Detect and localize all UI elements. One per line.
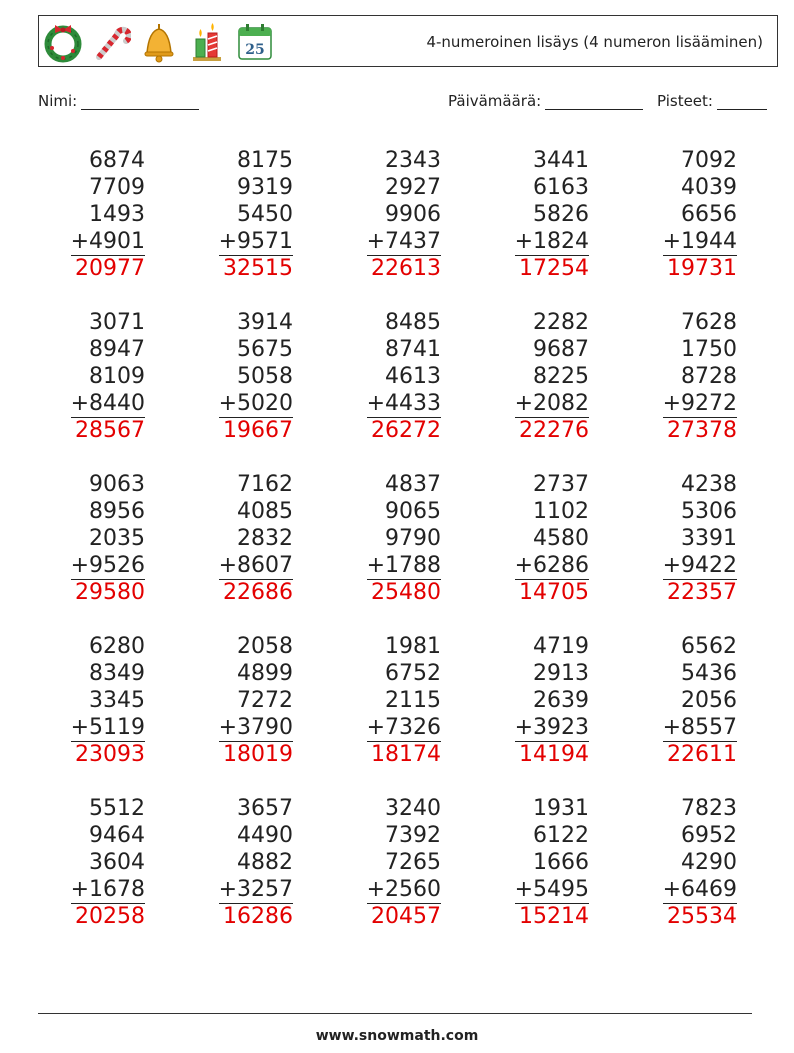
addend: +6469 [662,877,737,902]
addend: 2056 [681,688,737,713]
addend: 4290 [681,850,737,875]
problem-3-1 [35,471,145,606]
addend: 9687 [533,337,589,362]
addend: +9422 [662,553,737,578]
date-line[interactable] [545,94,643,110]
addend: 2058 [237,634,293,659]
footer-divider [38,1013,752,1014]
answer: 15214 [519,904,589,929]
problem-4-4 [479,633,589,768]
addend: 4837 [385,472,441,497]
problem-3-3 [331,471,441,606]
addend: 6874 [89,148,145,173]
answer: 18019 [223,742,293,767]
problem-2-5 [627,309,737,444]
header-box [38,15,778,67]
score-field [657,92,767,110]
addend: 5826 [533,202,589,227]
addend: 4238 [681,472,737,497]
addend: 9906 [385,202,441,227]
addend: 1750 [681,337,737,362]
problem-5-5 [627,795,737,930]
problem-2-2 [183,309,293,444]
addend: 2639 [533,688,589,713]
addend: 4882 [237,850,293,875]
addend: 3240 [385,796,441,821]
problem-1-5 [627,147,737,282]
candy-cane-icon [91,21,131,63]
date-label: Päivämäärä: [448,92,542,110]
problem-1-1 [35,147,145,282]
addend: +1788 [366,553,441,578]
problem-3-5 [627,471,737,606]
addend: 1666 [533,850,589,875]
addend: +3923 [514,715,589,740]
addend: +9526 [70,553,145,578]
problem-1-2 [183,147,293,282]
problem-1-4 [479,147,589,282]
addend: 2282 [533,310,589,335]
addend: 3604 [89,850,145,875]
addend: 7272 [237,688,293,713]
answer: 22357 [667,580,737,605]
addend: 6163 [533,175,589,200]
addend: 4899 [237,661,293,686]
addend: +8440 [70,391,145,416]
addend: 1981 [385,634,441,659]
addend: 8109 [89,364,145,389]
calendar-icon [235,21,275,63]
addend: 1931 [533,796,589,821]
addend: 9464 [89,823,145,848]
problem-3-2 [183,471,293,606]
addend: 6562 [681,634,737,659]
addend: 2913 [533,661,589,686]
addend: 5512 [89,796,145,821]
answer: 26272 [371,418,441,443]
addend: 6952 [681,823,737,848]
addend: +1944 [662,229,737,254]
problem-2-4 [479,309,589,444]
name-label: Nimi: [38,92,78,110]
addend: 8741 [385,337,441,362]
answer: 18174 [371,742,441,767]
score-label: Pisteet: [657,92,713,110]
problem-4-5 [627,633,737,768]
answer: 32515 [223,256,293,281]
addend: 2343 [385,148,441,173]
addend: 3345 [89,688,145,713]
addend: +5495 [514,877,589,902]
addend: +6286 [514,553,589,578]
footer-site: www.snowmath.com [315,1028,479,1044]
addend: 4580 [533,526,589,551]
problem-5-3 [331,795,441,930]
problem-5-1 [35,795,145,930]
problem-2-1 [35,309,145,444]
addend: +7326 [366,715,441,740]
addend: +9571 [218,229,293,254]
addend: 7628 [681,310,737,335]
addend: 5306 [681,499,737,524]
addend: 5450 [237,202,293,227]
addend: 4039 [681,175,737,200]
addend: 4490 [237,823,293,848]
addend: 6122 [533,823,589,848]
problem-4-2 [183,633,293,768]
problem-4-3 [331,633,441,768]
addend: 8956 [89,499,145,524]
date-field [448,92,643,110]
answer: 14705 [519,580,589,605]
addend: +5020 [218,391,293,416]
addend: 8175 [237,148,293,173]
addend: 6280 [89,634,145,659]
calendar-day: 25 [245,42,265,58]
answer: 28567 [75,418,145,443]
addend: 2832 [237,526,293,551]
addend: +1678 [70,877,145,902]
problem-5-4 [479,795,589,930]
problem-5-2 [183,795,293,930]
addend: 9319 [237,175,293,200]
addend: 2927 [385,175,441,200]
addend: 6752 [385,661,441,686]
addend: 7265 [385,850,441,875]
addend: 8728 [681,364,737,389]
addend: 3657 [237,796,293,821]
addend: 8349 [89,661,145,686]
addend: 9790 [385,526,441,551]
addend: 5675 [237,337,293,362]
problem-1-3 [331,147,441,282]
addend: +4433 [366,391,441,416]
addend: 8225 [533,364,589,389]
answer: 17254 [519,256,589,281]
addend: +7437 [366,229,441,254]
addend: +8557 [662,715,737,740]
name-field [38,92,199,110]
answer: 27378 [667,418,737,443]
addend: 3391 [681,526,737,551]
problem-3-4 [479,471,589,606]
answer: 25534 [667,904,737,929]
addend: 2737 [533,472,589,497]
addend: 4085 [237,499,293,524]
score-line[interactable] [717,94,767,110]
addend: +1824 [514,229,589,254]
answer: 14194 [519,742,589,767]
addend: 1102 [533,499,589,524]
answer: 20258 [75,904,145,929]
addend: +3257 [218,877,293,902]
answer: 20457 [371,904,441,929]
addend: 3071 [89,310,145,335]
addend: 4613 [385,364,441,389]
addend: 3441 [533,148,589,173]
addend: +4901 [70,229,145,254]
addend: 7092 [681,148,737,173]
name-line[interactable] [81,94,199,110]
addend: 5436 [681,661,737,686]
addend: 1493 [89,202,145,227]
addend: +2082 [514,391,589,416]
answer: 19667 [223,418,293,443]
addend: 9065 [385,499,441,524]
addend: 7823 [681,796,737,821]
addend: 8485 [385,310,441,335]
addend: 2035 [89,526,145,551]
wreath-icon [43,21,83,63]
addend: +8607 [218,553,293,578]
answer: 20977 [75,256,145,281]
answer: 16286 [223,904,293,929]
icon-strip [43,20,275,64]
addend: 9063 [89,472,145,497]
addend: 2115 [385,688,441,713]
addend: 3914 [237,310,293,335]
answer: 22686 [223,580,293,605]
addend: 6656 [681,202,737,227]
addend: +2560 [366,877,441,902]
bell-icon [139,21,179,63]
answer: 29580 [75,580,145,605]
addend: +3790 [218,715,293,740]
addend: 7162 [237,472,293,497]
answer: 23093 [75,742,145,767]
addend: 4719 [533,634,589,659]
answer: 22613 [371,256,441,281]
problem-4-1 [35,633,145,768]
addend: 7392 [385,823,441,848]
page-title: 4-numeroinen lisäys (4 numeron lisääminen) [426,33,763,51]
problem-2-3 [331,309,441,444]
candles-icon [187,21,227,63]
addend: +5119 [70,715,145,740]
addend: 5058 [237,364,293,389]
addend: 8947 [89,337,145,362]
addend: 7709 [89,175,145,200]
answer: 22276 [519,418,589,443]
answer: 19731 [667,256,737,281]
answer: 25480 [371,580,441,605]
answer: 22611 [667,742,737,767]
addend: +9272 [662,391,737,416]
